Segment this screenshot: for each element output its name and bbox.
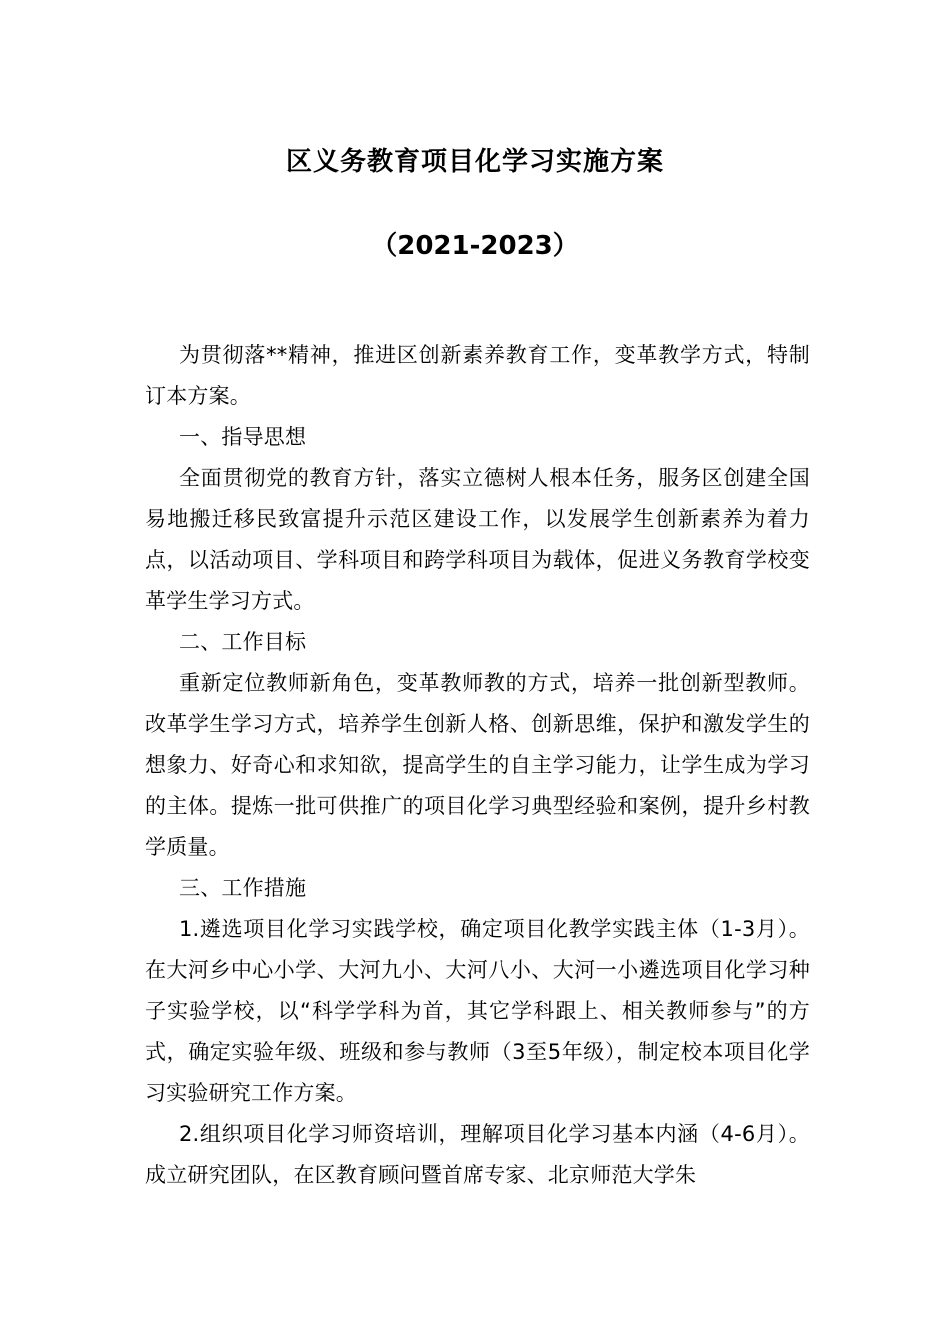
intro-paragraph: 为贯彻落**精神，推进区创新素养教育工作，变革教学方式，特制订本方案。 bbox=[145, 343, 810, 408]
measure-item-2: 2.组织项目化学习师资培训，理解项目化学习基本内涵（4-6月）。成立研究团队，在区教育顾问暨首席专家、北京师范大学朱 bbox=[145, 1122, 810, 1187]
measure-item-1: 1.遴选项目化学习实践学校，确定项目化教学实践主体（1-3月）。在大河乡中心小学、大河九小、大河八小、大河一小遴选项目化学习种子实验学校，以“科学学科为首，其它学科跟上、相关教师参与”的方式，确定实验年级、班级和参与教师（3至5年级），制定校本项目化学习实验研究工作方案。 bbox=[145, 917, 810, 1105]
work-goals-paragraph: 重新定位教师新角色，变革教师教的方式，培养一批创新型教师。改革学生学习方式，培养学生创新人格、创新思维，保护和激发学生的想象力、好奇心和求知欲，提高学生的自主学习能力，让学生成为学习的主体。提炼一批可供推广的项目化学习典型经验和案例，提升乡村教学质量。 bbox=[145, 671, 810, 859]
section-heading-work-goals: 二、工作目标 bbox=[179, 630, 307, 654]
document-title: 区义务教育项目化学习实施方案 bbox=[285, 147, 664, 177]
section-heading-work-measures: 三、工作措施 bbox=[179, 876, 307, 900]
document-body bbox=[145, 335, 810, 1196]
section-heading-guiding-ideology: 一、指导思想 bbox=[179, 425, 307, 449]
guiding-ideology-paragraph: 全面贯彻党的教育方针，落实立德树人根本任务，服务区创建全国易地搬迁移民致富提升示范区建设工作，以发展学生创新素养为着力点，以活动项目、学科项目和跨学科项目为载体，促进义务教育学校变革学生学习方式。 bbox=[145, 466, 810, 613]
document-subtitle: （2021-2023） bbox=[371, 231, 579, 261]
